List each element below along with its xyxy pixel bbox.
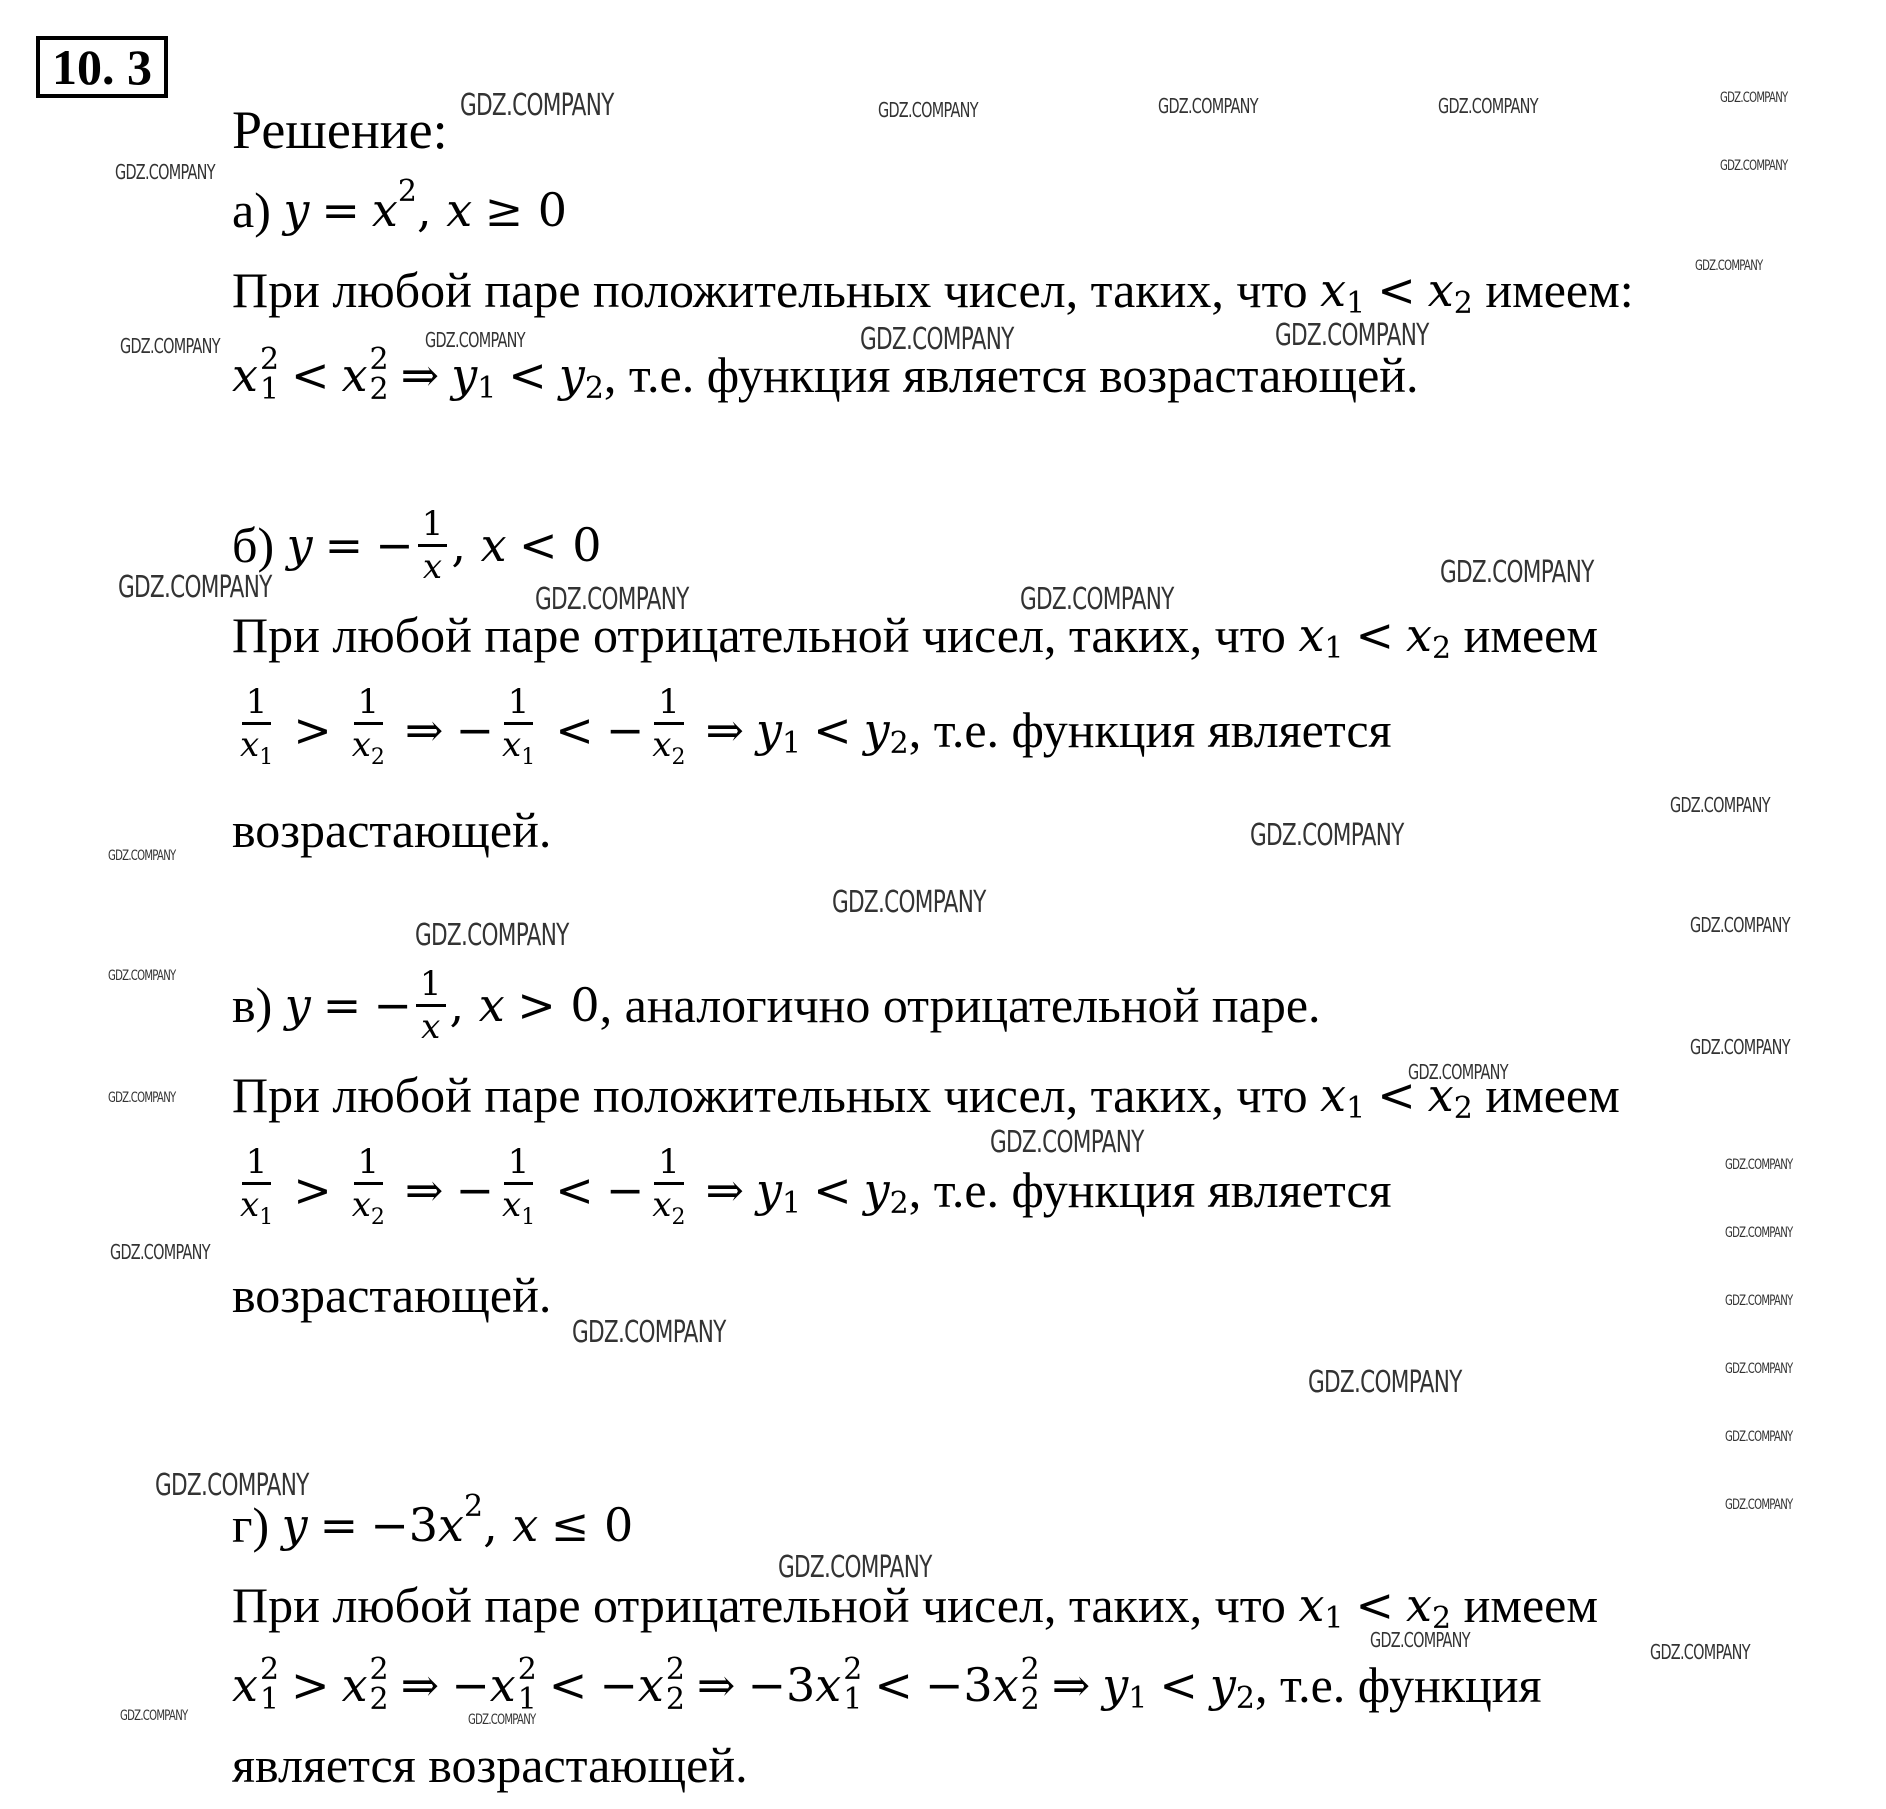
part-a-derivation: x 2 1 < x 2 2 ⇒ y 1 < y 2 , т.е. функция является возрастающей.: [232, 342, 1419, 407]
watermark: GDZ.COMPANY: [1695, 258, 1763, 274]
watermark: GDZ.COMPANY: [108, 848, 176, 864]
watermark: GDZ.COMPANY: [1250, 818, 1404, 853]
part-b-intro: При любой паре отрицательной чисел, таких, что x 1 < x 2 имеем: [232, 607, 1599, 666]
watermark: GDZ.COMPANY: [1408, 1060, 1508, 1084]
part-g-conclusion: является возрастающей.: [232, 1737, 748, 1793]
watermark: GDZ.COMPANY: [1725, 1429, 1793, 1445]
watermark: GDZ.COMPANY: [108, 1090, 176, 1106]
watermark: GDZ.COMPANY: [778, 1550, 932, 1585]
watermark: GDZ.COMPANY: [860, 322, 1014, 357]
part-g-intro: При любой паре отрицательной чисел, таких, что x 1 < x 2 имеем: [232, 1577, 1599, 1636]
part-b-condition: б) y = − $\frac{1}{x}$ , x < 0: [232, 503, 602, 587]
part-b-label: б): [232, 517, 275, 573]
part-g-condition: г) y = −3 x 2 , x ≤ 0: [232, 1489, 634, 1553]
watermark: GDZ.COMPANY: [1370, 1628, 1470, 1652]
watermark: GDZ.COMPANY: [1725, 1361, 1793, 1377]
part-a-cond-tail: ≥ 0: [484, 183, 568, 237]
watermark: GDZ.COMPANY: [1275, 318, 1429, 353]
part-a-intro: При любой паре положительных чисел, таких, что x 1 < x 2 имеем:: [232, 262, 1634, 321]
part-b-derivation: $\frac{1}{x_1}$ > $\frac{1}{x_2}$ ⇒ − $\frac{1}{x_1}$ < − $\frac{1}{x_2}$ ⇒ y 1 < y 2 , т.е. функция является: [240, 682, 1392, 770]
part-b-conclusion: возрастающей.: [232, 802, 552, 858]
watermark: GDZ.COMPANY: [1308, 1365, 1462, 1400]
watermark: GDZ.COMPANY: [1440, 555, 1594, 590]
solution-heading: Решение:: [232, 100, 448, 160]
watermark: GDZ.COMPANY: [1690, 913, 1790, 937]
watermark: GDZ.COMPANY: [1720, 90, 1788, 106]
part-g-derivation: x 2 1 > x 2 2 ⇒ − x 2 1 < − x 2 2 ⇒ −3 x 2 1 < −3 x 2 2 ⇒ y 1 < y 2 , т.е. функция: [232, 1652, 1542, 1717]
watermark: GDZ.COMPANY: [425, 328, 525, 352]
watermark: GDZ.COMPANY: [108, 968, 176, 984]
watermark: GDZ.COMPANY: [118, 570, 272, 605]
watermark: GDZ.COMPANY: [1725, 1157, 1793, 1173]
watermark: GDZ.COMPANY: [1720, 158, 1788, 174]
watermark: GDZ.COMPANY: [832, 885, 986, 920]
watermark: GDZ.COMPANY: [120, 1708, 188, 1724]
watermark: GDZ.COMPANY: [572, 1315, 726, 1350]
watermark: GDZ.COMPANY: [1020, 582, 1174, 617]
watermark: GDZ.COMPANY: [1650, 1640, 1750, 1664]
part-v-label: в): [232, 977, 273, 1033]
watermark: GDZ.COMPANY: [1725, 1497, 1793, 1513]
part-a-label: а): [232, 182, 271, 238]
watermark: GDZ.COMPANY: [1438, 94, 1538, 118]
part-g-label: г): [232, 1497, 270, 1553]
part-v-conclusion: возрастающей.: [232, 1267, 552, 1323]
watermark: GDZ.COMPANY: [535, 582, 689, 617]
watermark: GDZ.COMPANY: [878, 98, 978, 122]
watermark: GDZ.COMPANY: [110, 1240, 210, 1264]
watermark: GDZ.COMPANY: [1690, 1035, 1790, 1059]
part-v-derivation: $\frac{1}{x_1}$ > $\frac{1}{x_2}$ ⇒ − $\frac{1}{x_1}$ < − $\frac{1}{x_2}$ ⇒ y 1 < y 2 , т.е. функция является: [240, 1142, 1392, 1230]
problem-number: 10. 3: [36, 36, 168, 98]
watermark: GDZ.COMPANY: [415, 918, 569, 953]
part-v-intro: При любой паре положительных чисел, таких, что x 1 < x 2 имеем: [232, 1067, 1620, 1126]
part-a-condition: а) y = x 2 , x ≥ 0: [232, 174, 568, 238]
watermark: GDZ.COMPANY: [468, 1712, 536, 1728]
watermark: GDZ.COMPANY: [460, 88, 614, 123]
watermark: GDZ.COMPANY: [1725, 1225, 1793, 1241]
watermark: GDZ.COMPANY: [155, 1468, 309, 1503]
watermark: GDZ.COMPANY: [1158, 94, 1258, 118]
watermark: GDZ.COMPANY: [1725, 1293, 1793, 1309]
watermark: GDZ.COMPANY: [990, 1125, 1144, 1160]
watermark: GDZ.COMPANY: [115, 160, 215, 184]
watermark: GDZ.COMPANY: [1670, 793, 1770, 817]
part-v-condition: в) y = − $\frac{1}{x}$ , x > 0 , аналогично отрицательной паре.: [232, 963, 1321, 1047]
watermark: GDZ.COMPANY: [120, 334, 220, 358]
